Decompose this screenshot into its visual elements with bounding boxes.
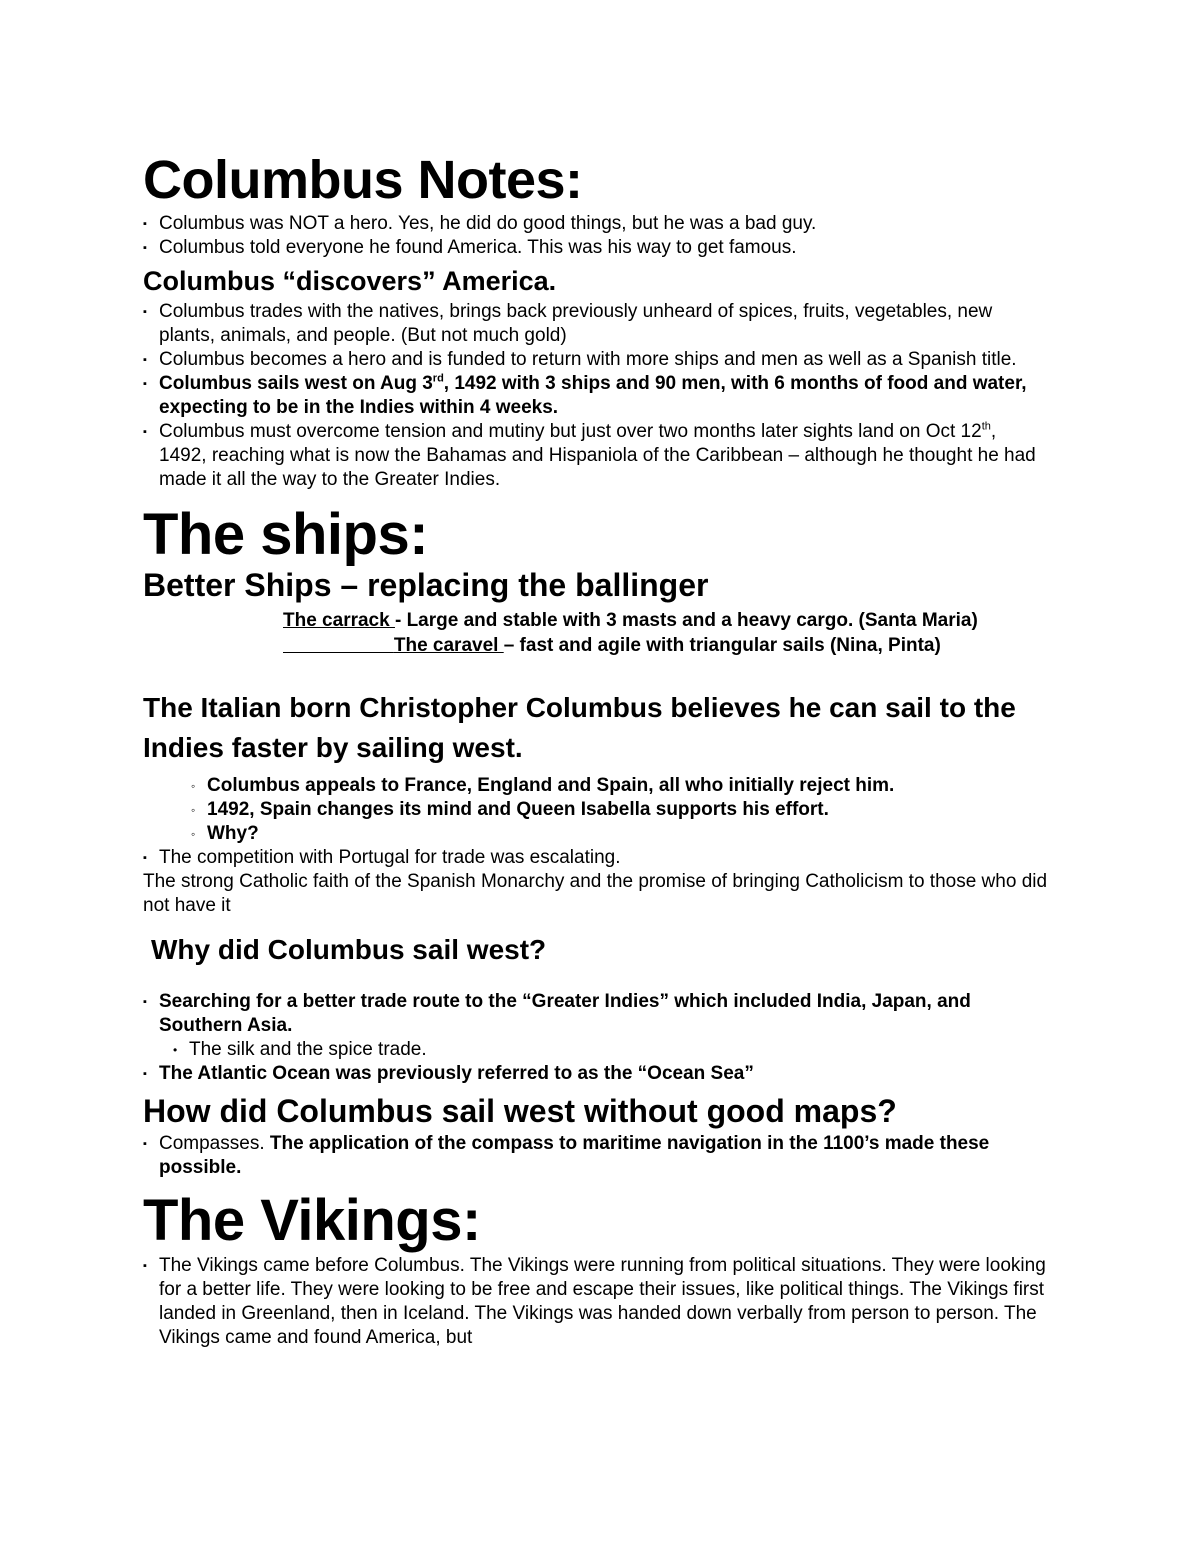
- list-item: ◦ 1492, Spain changes its mind and Queen Isabella supports his effort.: [191, 798, 1048, 822]
- italian-heading: The Italian born Christopher Columbus believes he can sail to the Indies faster by sailing west.: [143, 692, 1016, 763]
- ships-subheading: Better Ships – replacing the ballinger: [143, 567, 709, 603]
- intro-list: [143, 212, 1048, 260]
- vikings-list: [143, 1254, 1048, 1350]
- list-item: ▪ Compasses. The application of the compass to maritime navigation in the 1100’s made these possible.: [143, 1132, 1048, 1180]
- list-item: ▪ Searching for a better trade route to the “Greater Indies” which included India, Japan, and Southern Asia.: [143, 990, 1048, 1038]
- list-item: ▪ Columbus becomes a hero and is funded to return with more ships and men as well as a Spanish title.: [143, 348, 1048, 372]
- list-item: ◦ Columbus appeals to France, England and Spain, all who initially reject him.: [191, 774, 1048, 798]
- list-item: ▪ The Vikings came before Columbus. The Vikings were running from political situations. They were looking for a better life. They were looking to be free and escape their issues, like political things. The Vikings first landed in Greenland, then in Iceland. The Vikings was handed down verbally from person to person. The Vikings came and found America, but: [143, 1254, 1048, 1350]
- why-list: [143, 990, 1048, 1086]
- list-item: • The silk and the spice trade.: [173, 1038, 1048, 1062]
- document-page: [143, 150, 1048, 1350]
- list-item: ▪ Columbus told everyone he found America. This was his way to get famous.: [143, 236, 1048, 260]
- list-item: ▪ Columbus must overcome tension and mutiny but just over two months later sights land on Oct 12th, 1492, reaching what is now the Bahamas and Hispaniola of the Caribbean – although he thought he had made it all the way to the Greater Indies.: [143, 420, 1048, 492]
- list-item: ▪ Columbus was NOT a hero. Yes, he did do good things, but he was a bad guy.: [143, 212, 1048, 236]
- ships-title: The ships:: [143, 502, 429, 567]
- why-heading: Why did Columbus sail west?: [151, 934, 547, 965]
- how-heading: How did Columbus sail west without good maps?: [143, 1093, 897, 1129]
- list-item: ▪ Columbus sails west on Aug 3rd, 1492 with 3 ships and 90 men, with 6 months of food and water, expecting to be in the Indies within 4 weeks.: [143, 372, 1048, 420]
- italian-list: [143, 774, 1048, 870]
- catholic-paragraph: The strong Catholic faith of the Spanish Monarchy and the promise of bringing Catholicism to those who did not have it: [143, 871, 1048, 916]
- how-list: [143, 1132, 1048, 1180]
- caravel-line: The caravel – fast and agile with triangular sails (Nina, Pinta): [393, 635, 941, 656]
- vikings-title: The Vikings:: [143, 1188, 481, 1253]
- list-item: ▪ The Atlantic Ocean was previously referred to as the “Ocean Sea”: [143, 1062, 1048, 1086]
- list-item: ▪ The competition with Portugal for trade was escalating.: [143, 846, 1048, 870]
- carrack-line: The carrack - Large and stable with 3 masts and a heavy cargo. (Santa Maria): [283, 610, 978, 631]
- discovers-list: [143, 300, 1048, 492]
- list-item: ◦ Why?: [191, 822, 1048, 846]
- list-item: ▪ Columbus trades with the natives, brings back previously unheard of spices, fruits, vegetables, new plants, animals, and people. (But not much gold): [143, 300, 1048, 348]
- discovers-heading: Columbus “discovers” America.: [143, 266, 557, 296]
- page-title: Columbus Notes:: [143, 150, 583, 210]
